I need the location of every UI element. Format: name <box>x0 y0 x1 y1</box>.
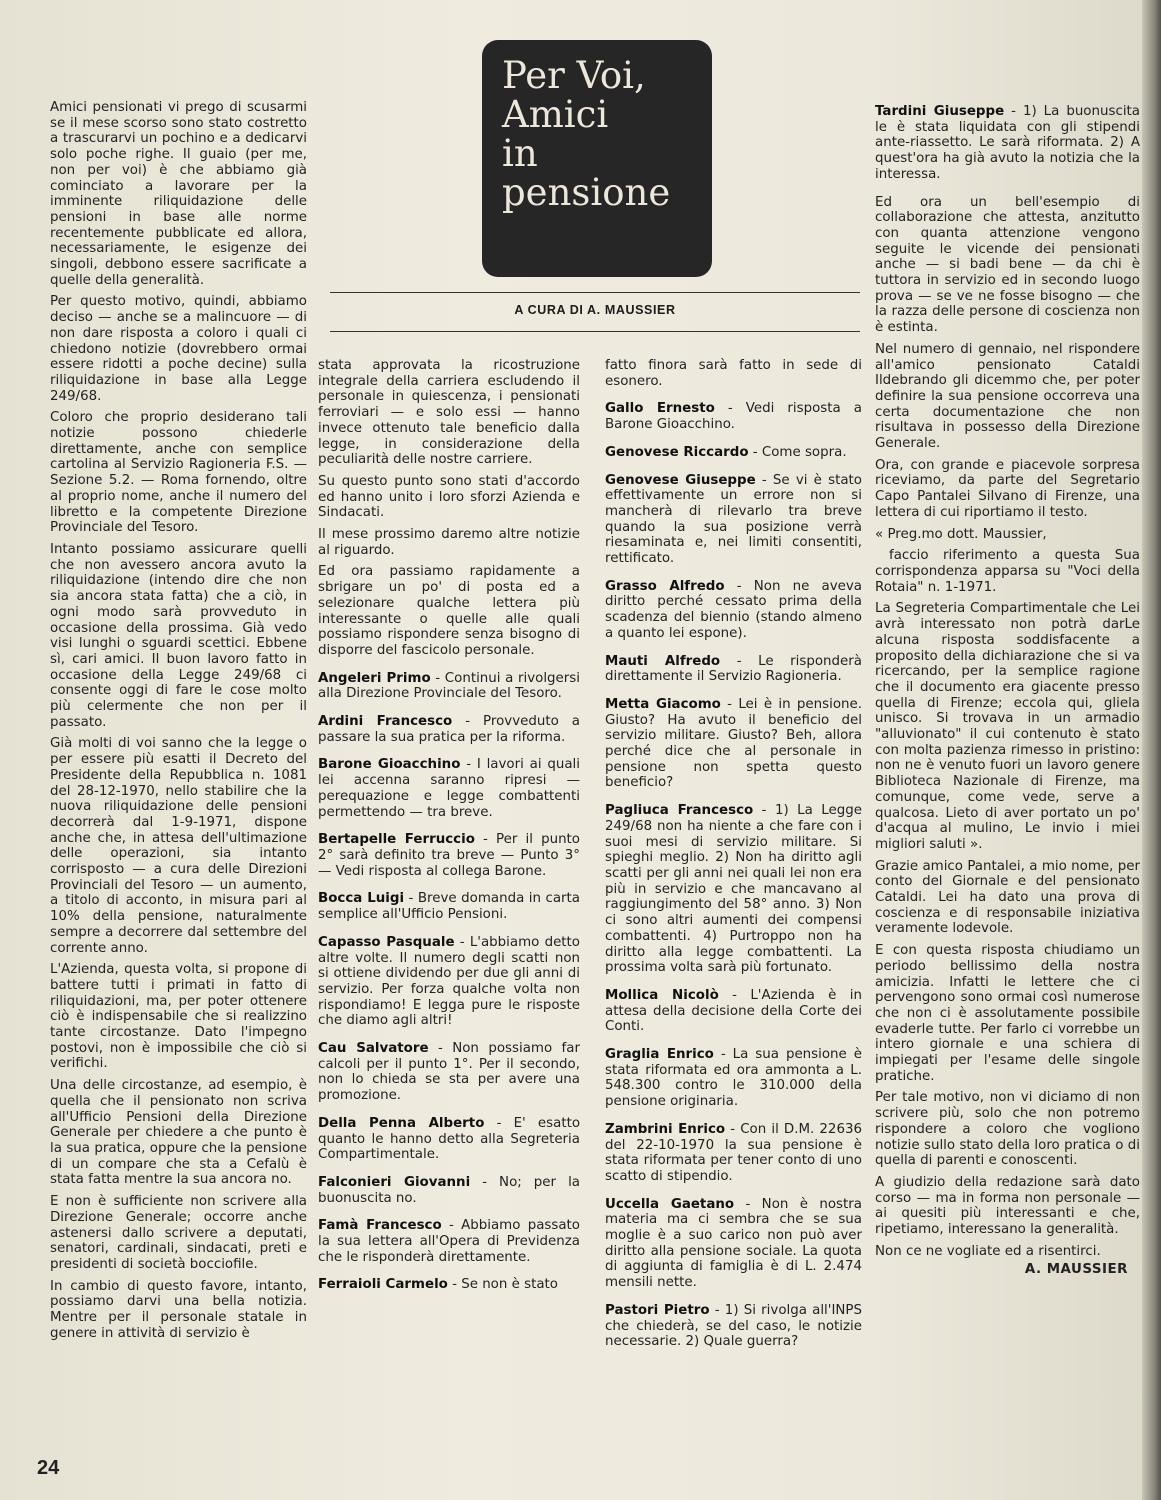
reply-entry <box>605 803 862 976</box>
paragraph: Ora, con grande e piacevole sorpresa riceviamo, da parte del Segretario Capo Pantalei Silvano di Firenze, una lettera di cui riportiamo il testo. <box>875 457 1140 520</box>
reply-text: - E' esatto quanto le hanno detto alla Segreteria Compartimentale. <box>318 1115 581 1163</box>
reply-name: Falconieri Giovanni <box>318 1174 471 1190</box>
reply-name: Grasso Alfredo <box>605 578 725 594</box>
reply-entry <box>605 579 862 642</box>
reply-name: Pastori Pietro <box>605 1302 710 1318</box>
reply-entry <box>605 697 862 791</box>
paragraph: A giudizio della redazione sarà dato corso — ma in forma non personale — ai quesiti più interessanti e che, ripetiamo, interessano la generalità. <box>875 1175 1140 1238</box>
page-spine <box>1142 0 1161 1500</box>
paragraph: Non ce ne vogliate ed a risentirci. <box>875 1243 1101 1259</box>
reply-text: - Non è nostra materia ma ci sembra che se sua moglie è a suo carico non può aver diritto alla pensione sociale. La quota di aggiunta di famiglia è di L. 2.474 mensili nette. <box>605 1196 862 1291</box>
reply-name: Ferraioli Carmelo <box>318 1277 448 1293</box>
reply-name: Capasso Pasquale <box>318 934 455 950</box>
reply-name: Uccella Gaetano <box>605 1196 735 1212</box>
reply-entry <box>318 1175 580 1206</box>
reply-entry <box>605 654 862 685</box>
paragraph: Grazie amico Pantalei, a mio nome, per conto del Giornale e del pensionato Cataldi. Lei ha dato una prova di coscienza e di responsabile iniziativa veramente lodevole. <box>875 858 1140 937</box>
reply-text: - Breve domanda in carta semplice all'Ufficio Pensioni. <box>318 891 580 923</box>
reply-name: Genovese Riccardo <box>605 444 749 460</box>
reply-text: - L'Azienda è in attesa della decisione della Corte dei Conti. <box>605 987 862 1035</box>
reply-text: - Non ne aveva diritto perché cessato prima della scadenza del biennio (stando almeno a quanto lei espone). <box>605 578 862 641</box>
reply-text: - Se non è stato <box>447 1277 558 1293</box>
reply-entry <box>605 1303 862 1350</box>
reply-entry <box>318 1041 580 1104</box>
reply-text: - La sua pensione è stata riformata ed ora ammonta a L. 548.300 contro le 310.000 della pensione originaria. <box>605 1047 863 1110</box>
reply-name: Bocca Luigi <box>318 891 405 907</box>
reply-entry <box>318 832 580 879</box>
reply-text: - Le risponderà direttamente il Servizio Ragioneria. <box>605 653 862 685</box>
paragraph: In cambio di questo favore, intanto, possiamo darvi una bella notizia. Mentre per il personale statale in genere in attività di servizio è <box>50 1278 307 1341</box>
reply-entry <box>605 401 862 432</box>
reply-text: - Abbiamo passato la sua lettera all'Opera di Previdenza che le risponderà direttamente. <box>318 1218 580 1265</box>
reply-text: - Come sopra. <box>748 444 847 460</box>
reply-name: Gallo Ernesto <box>605 401 715 417</box>
reply-entry <box>318 1218 580 1265</box>
reply-entry <box>318 935 580 1029</box>
reply-entry <box>605 445 862 461</box>
reply-name: Mollica Nicolò <box>605 987 719 1003</box>
reply-text: - I lavori ai quali lei accenna saranno ripresi — perequazione e legge combattenti permettendo — tra breve. <box>318 757 580 820</box>
column-4 <box>875 104 1140 1277</box>
reply-text: - Lei è in pensione. Giusto? Ha avuto il beneficio del servizio militare. Giusto? Beh, allora perché dice che al personale in pensione non spetta questo beneficio? <box>605 696 862 791</box>
reply-name: Metta Giacomo <box>605 696 721 712</box>
reply-text: - Provveduto a passare la sua pratica per la riforma. <box>318 714 580 745</box>
paragraph: Il mese prossimo daremo altre notizie al riguardo. <box>318 527 580 558</box>
reply-name: Zambrini Enrico <box>605 1121 726 1137</box>
paragraph: Ed ora un bell'esempio di collaborazione che attesta, anzitutto con quanta attenzione vengono seguite le vicende dei pensionati anche — si badi bene — da chi è tuttora in servizio ed in secondo luogo prova — se ve ne fosse bisogno — che la razza delle persone di coscienza non è estinta. <box>875 194 1140 336</box>
paragraph: E con questa risposta chiudiamo un periodo bellissimo della nostra amicizia. Infatti le lettere che ci pervengono sono ormai così numerose che non ci è assolutamente possibile evaderle tutte. Per farlo ci vorrebbe un intero giornale e una schiera di impiegati per l'esame delle singole pratiche. <box>875 943 1140 1084</box>
reply-name: Della Penna Alberto <box>318 1115 485 1131</box>
reply-text: - Per il punto 2° sarà definito tra breve — Punto 3° — Vedi risposta al collega Barone. <box>318 832 580 879</box>
paragraph: Ed ora passiamo rapidamente a sbrigare un po' di posta ed a selezionare qualche lettera più interessante o quelle alle quali possiamo rispondere senza bisogno di disporre del fascicolo personale. <box>318 564 580 658</box>
paragraph: Intanto possiamo assicurare quelli che non avessero ancora avuto la riliquidazione (intendo dire che non sia ancora stata fatta) che a ciò, in ogni modo sarà provveduto in occasione della prossima. Già vedo visi lunghi o sguardi scettici. Ebbene sì, cari amici. Il buon lavoro fatto in occasione della Legge 249/68 ci consente oggi di fare le cose molto più celermente che non per il passato. <box>50 541 307 730</box>
reply-entry <box>875 104 1140 183</box>
paragraph: fatto finora sarà fatto in sede di esonero. <box>605 358 862 389</box>
signature: A. MAUSSIER <box>1024 1261 1128 1277</box>
reply-name: Graglia Enrico <box>605 1047 714 1063</box>
paragraph: L'Azienda, questa volta, si propone di battere tutti i primati in fatto di riliquidazioni, ma, per poter ottenere ciò è indispensabile che si realizzino tante circostanze. Dato l'impegno postovi, non è impossibile che ciò si verifichi. <box>50 962 307 1072</box>
reply-text: - Non possiamo far calcoli per il punto 1°. Per il secondo, non lo chieda se sta per avere una promozione. <box>318 1041 580 1104</box>
reply-entry <box>605 1197 862 1291</box>
reply-entry <box>605 473 862 567</box>
top-rule <box>330 292 860 293</box>
reply-name: Genovese Giuseppe <box>605 472 756 488</box>
reply-entry <box>318 1277 580 1293</box>
reply-name: Cau Salvatore <box>318 1041 429 1057</box>
paragraph: Una delle circostanze, ad esempio, è quella che il pensionato non scriva all'Ufficio Pensioni della Direzione Generale per chiedere a che punto è la sua pratica, oppure che la pensione di un compare che sta a Cefalù è stata fatta mentre la sua ancora no. <box>50 1078 307 1188</box>
reply-name: Ardini Francesco <box>318 714 453 730</box>
reply-name: Bertapelle Ferruccio <box>318 832 475 848</box>
column-1 <box>50 100 307 1347</box>
reply-entry <box>605 988 862 1035</box>
column-2 <box>318 358 580 1305</box>
reply-text: - L'abbiamo detto altre volte. Il numero degli scatti non si ottiene dividendo per due gli anni di servizio. Per forza qualche volta non rispondiamo! E legga pure le risposte che diamo agli altri! <box>318 934 580 1029</box>
paragraph: Amici pensionati vi prego di scusarmi se il mese scorso sono stato costretto a trascurarvi un pochino e a dedicarvi solo poche righe. Il guaio (per me, non per voi) è che abbiamo già cominciato a lavorare per la imminente riliquidazione delle pensioni in base alle norme recentemente pubblicate ed allora, necessariamente, le esigenze dei singoli, debbono essere sacrificate a quelle della generalità. <box>50 100 307 288</box>
page-title: Per Voi, Amici in pensione <box>502 54 671 214</box>
reply-entry <box>318 757 580 820</box>
reply-entry <box>318 1116 580 1163</box>
paragraph: Per questo motivo, quindi, abbiamo deciso — anche se a malincuore — di non dare risposta a coloro i quali ci chiedono notizie (dovrebbero ormai essere ridotti a poche decine) sulla riliquidazione in base alla Legge 249/68. <box>50 294 307 404</box>
reply-text: - 1) La Legge 249/68 non ha niente a che fare con i suoi mesi di servizio militare. Si spieghi meglio. 2) Non ha diritto agli scatti per gli anni nei quali lei non era più in servizio e che mancavano al raggiungimento del 58° anno. 3) Non ci sono altri aumenti dei compensi combattenti. 4) Purtroppo non ha diritto alla legge combattenti. La prossima volta sarà più fortunato. <box>605 803 862 976</box>
reply-entry <box>318 714 580 745</box>
bottom-rule <box>330 331 860 332</box>
paragraph: Coloro che proprio desiderano tali notizie possono chiederle direttamente, anche con semplice cartolina al Servizio Ragioneria F.S. — Sezione 5.2. — Roma fornendo, oltre al proprio nome, anche il numero del libretto e la competente Direzione Provinciale del Tesoro. <box>50 410 307 536</box>
byline: A CURA DI A. MAUSSIER <box>514 303 676 317</box>
paragraph: E non è sufficiente non scrivere alla Direzione Generale; occorre anche astenersi dallo scrivere a deputati, senatori, cardinali, sindacati, preti e presidenti di società bocciofile. <box>50 1194 307 1272</box>
reply-text: - No; per la buonuscita no. <box>318 1174 581 1206</box>
reply-entry <box>605 1122 862 1185</box>
paragraph: faccio riferimento a questa Sua corrispondenza apparsa su "Voci della Rotaia" n. 1-1971. <box>875 548 1140 595</box>
reply-name: Barone Gioacchino <box>318 757 461 773</box>
reply-name: Mauti Alfredo <box>605 653 721 669</box>
reply-text: - 1) Si rivolga all'INPS che chiederà, se del caso, le notizie necessarie. 2) Quale guerra? <box>605 1302 863 1350</box>
paragraph: Su questo punto sono stati d'accordo ed hanno unito i loro sforzi Azienda e Sindacati. <box>318 473 580 521</box>
paragraph: stata approvata la ricostruzione integrale della carriera escludendo il personale in quiescenza, i pensionati ferroviari — e solo essi — hanno invece ottenuto tale beneficio dalla legge, in considerazione della peculiarità delle nostre carriere. <box>318 358 580 468</box>
reply-text: - Se vi è stato effettivamente un errore non si mancherà di rilevarlo tra breve quando la sua posizione verrà riesaminata e, nei limiti consentiti, rettificato. <box>605 472 862 567</box>
paragraph: Già molti di voi sanno che la legge o per essere più esatti il Decreto del Presidente della Repubblica n. 1081 del 28-12-1970, nello stabilire che la nuova riliquidazione delle pensioni decorrerà dal 1-9-1971, dispone anche che, in attesa dell'ultimazione delle operazioni, sia intanto corrisposto — a cura delle Direzioni Provinciali del Tesoro — un aumento, a titolo di acconto, in misura pari al 10% della pensione, naturalmente sempre a decorrere dal settembre del corrente anno. <box>50 736 307 956</box>
reply-text: - 1) La buonuscita le è stata liquidata con gli stipendi ante-riassetto. Le sarà riformata. 2) A quest'ora ha già avuto la notizia che la interessa. <box>875 104 1140 182</box>
reply-name: Angeleri Primo <box>318 670 431 686</box>
paragraph: La Segreteria Compartimentale che Lei avrà interessato non potrà darLe alcuna risposta soddisfacente a proposito della dichiarazione che si va ricercando, per la semplice ragione che il documento era giacente presso quella di Firenze; eccola qui, gliela unisco. Si trovava in un armadio "alluvionato" il cui contenuto è stato con molta pazienza rimesso in pristino: non ne è venuto fuori un lavoro genere Biblioteca Nazionale di Firenze, ma comunque, come vede, serve a qualcosa. Lieto di aver portato un po' d'acqua al mulino, Le invio i miei migliori saluti ». <box>875 601 1140 852</box>
page-number: 24 <box>37 1457 60 1479</box>
reply-entry <box>318 891 580 922</box>
reply-name: Pagliuca Francesco <box>605 803 754 819</box>
reply-text: - Con il D.M. 22636 del 22-10-1970 la sua pensione è stata riformata per tener conto di uno scatto di stipendio. <box>605 1121 862 1184</box>
paragraph: Per tale motivo, non vi diciamo di non scrivere più, solo che non potremo rispondere a coloro che vogliono notizie sullo stato della loro pratica o di quella di parenti e conoscenti. <box>875 1090 1140 1169</box>
column-3 <box>605 358 862 1362</box>
reply-text: - Continui a rivolgersi alla Direzione Provinciale del Tesoro. <box>318 670 580 702</box>
reply-name: Famà Francesco <box>318 1218 442 1234</box>
paragraph: « Preg.mo dott. Maussier, <box>875 526 1047 542</box>
reply-entry <box>318 671 580 702</box>
reply-name: Tardini Giuseppe <box>875 104 1005 119</box>
paragraph: Nel numero di gennaio, nel rispondere all'amico pensionato Cataldi Ildebrando gli dicemmo che, per poter definire la sua pensione occorreva una certa documentazione che non risultava in possesso della Direzione Generale. <box>875 341 1140 452</box>
reply-text: - Vedi risposta a Barone Gioacchino. <box>605 401 862 433</box>
reply-entry <box>605 1047 862 1110</box>
